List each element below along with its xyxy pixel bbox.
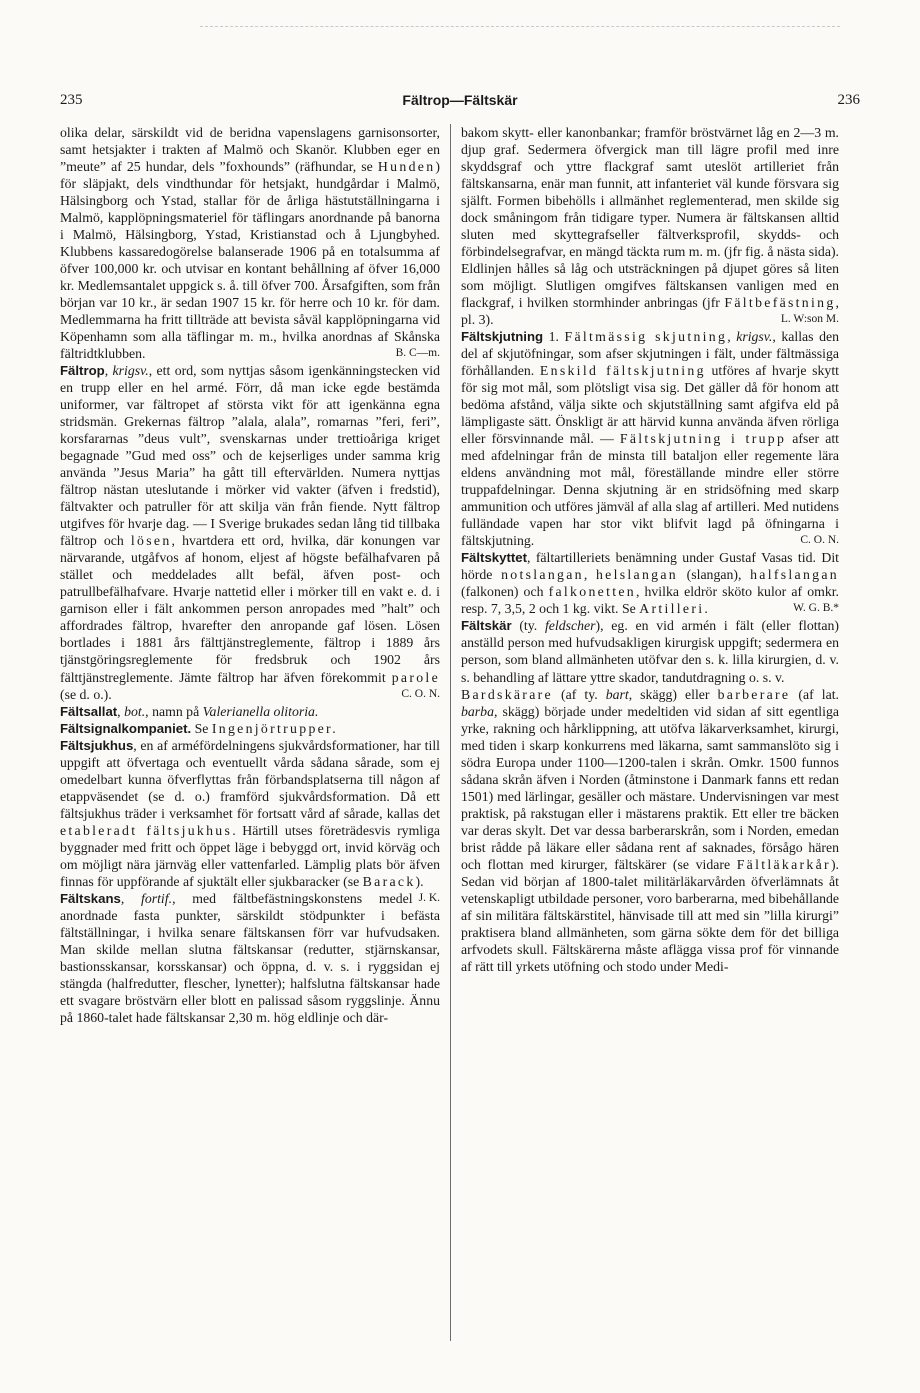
entry-faltskyttet — [461, 549, 839, 617]
headword: Fältskjutning — [461, 329, 544, 345]
scan-top-edge-line — [200, 26, 840, 28]
left-column — [60, 124, 440, 1026]
text-run: , skägg) eller — [628, 686, 718, 702]
text-run: , namn på — [145, 703, 203, 719]
page-number-left: 235 — [60, 92, 83, 108]
entry-faltskans-continued — [461, 124, 839, 328]
author-signature: C. O. N. — [401, 687, 440, 700]
running-head: Fältrop—Fältskär — [402, 92, 518, 108]
text-run: afser att med afdelningar från de minsta till bataljon eller regemente lära eldens användning mot mål, föreställande mindre eller större truppafdelningar. Denna skjutning är en stridsöfning med skarp ammunition och utföres jämväl af alla slag af artilleri. Med nutidens fulländade vapen har stor vikt blifvit lagd på öfningarna i fältskjutning. — [461, 431, 839, 549]
text-run: ). — [415, 873, 424, 889]
text-run: Se — [191, 720, 212, 736]
spaced-term: Ingenjörtrupper. — [211, 720, 338, 736]
text-run: . Härtill utses företrädesvis rymliga byggnader med fritt och öppet läge i bebyggd ort, invid körväg och om möjligt nära järnväg eller vattenfarled. Lämplig plats bör äfven finnas för uppförande af sjuktält eller sjukbaracker (se — [60, 822, 440, 889]
entry-faltridtklubben-continued — [60, 124, 440, 362]
italic-term: barba — [461, 703, 494, 719]
italic-term: krigsv. — [112, 363, 149, 379]
headword: Fältsjukhus — [60, 737, 134, 753]
spaced-term: Fältmässig skjutning — [564, 329, 728, 345]
page-number-right: 236 — [837, 92, 860, 108]
text-run: (af lat. — [790, 686, 840, 702]
spaced-term: Hunden — [377, 159, 436, 175]
entry-bardskarare — [461, 686, 839, 975]
spaced-term: Artilleri — [639, 601, 705, 617]
text-run: (ty. — [511, 618, 545, 634]
text-run: , fältartilleriets benämning under Gustaf Vasas tid. Dit hörde — [461, 550, 839, 583]
spaced-term: Fältbefästning — [724, 295, 836, 311]
spaced-term: Barack — [362, 873, 416, 889]
text-run: , pl. 3). — [461, 295, 839, 328]
text-run: utföres af hvarje skytt för sig mot mål, som plötsligt visa sig. Det gäller då för honom att bedöma afstånd, välja sikte och skjutställning samt afgifva eld på lämpligaste sätt. Önskligt är att härvid kunna använda äfven rörliga eller försvinnande mål. — — [461, 363, 839, 447]
text-run: , en af arméfördelningens sjukvårdsformationer, har till uppgift att öfvertaga och eventuellt vårda sådana sårade, som ej omedelbart kunna öfverflyttas från förbandsplatserna till någon af etappväsendet (se d. o.) framförd sjukvårdsformation. Då ett fältsjukhus träder i verksamhet för fortsatt vård af sårade, kallas det — [60, 737, 440, 821]
text-run: bakom skytt- eller kanonbankar; framför bröstvärnet låg en 2—3 m. djup graf. Sedermera öfvergick man till lägre profil med inre skyddsgraf och yttre flackgraf samt uteslöt artilleriet från fältskansarna, enär man funnit, att infanteriet väl kunde försvara sig själft. Formen bibehölls i allmänhet reglementerad, men skilde sig dock småningom från tidigare typer. Numera är fältskansen alltid sluten med skyttegrafseller fältverksprofil, skydds- och förbindelsegrafvar, en mängd täckta rum m. m. (jfr fig. å nästa sida). Eldlinjen hålles så låg och utsträckningen på djupet göres så liten som möjligt. Slutligen omgifves fältskansen vanligen med en flackgraf, i hvilken stormhinder anbringas (jfr — [461, 125, 839, 311]
entry-faltskar — [461, 617, 839, 685]
text-run: 1. — [543, 329, 565, 345]
spaced-term: Enskild fältskjutning — [539, 363, 706, 379]
text-run: (se d. o.). — [60, 686, 112, 702]
entry-faltsignalkompaniet — [60, 720, 440, 737]
text-run: , — [120, 890, 141, 906]
italic-term: bot. — [124, 703, 146, 719]
author-signature: J. K. — [418, 891, 440, 904]
text-run: (slangan), — [677, 567, 751, 583]
headword: Fältrop — [60, 363, 105, 379]
italic-term: bart — [605, 686, 629, 702]
text-run: , kallas den del af skjutöfningar, som afser skjutningen i fält, under fältmässiga förhållanden. — [461, 329, 839, 379]
entry-faltsallat — [60, 703, 440, 720]
spaced-term: barberare — [717, 686, 791, 702]
text-run: ). Sedan vid början af 1800-talet militärläkarvården öfverlämnats åt vetenskapligt utbildade personer, voro barberarna, med bibehållande af sin militära fältskärstitel, hänvisade till att med sin ”lilla kirurgi” praktisera bland allmänheten, som gärna sökte dem för det billiga arfvodets skull. Fältskärerna måste aflägga vissa prof för vinnande af rätt till yrkets utöfning och stodo under Medi- — [461, 856, 839, 974]
spaced-term: lösen — [130, 533, 172, 549]
text-run: olika delar, särskildt vid de beridna vapenslagens garnisonsorter, samt hetsjakter i trakten af Malmö och Skanör. Klubben eger en ”meute” af 25 hundar, dels ”foxhounds” (räfhundar, se — [60, 125, 440, 175]
text-run: , — [117, 703, 125, 719]
spaced-term: Bardskärare — [461, 686, 553, 702]
entry-faltrop — [60, 362, 440, 702]
spaced-term: falkonetten — [548, 584, 636, 600]
spaced-term: Fältskjutning i trupp — [619, 431, 787, 447]
italic-term: feldscher — [544, 618, 596, 634]
entry-faltskans — [60, 890, 440, 1026]
text-run: (falkonen) och — [461, 584, 549, 600]
italic-term: krigsv. — [736, 329, 773, 345]
spaced-term: notslangan — [501, 567, 584, 583]
text-run: ) för släpjakt, dels vindthundar för hetsjakt, hundgårdar i Malmö, Hälsingborg och Ystad, stallar för de årliga hästutställningarna i Malmö, kapplöpningsmateriel för täflingars anordnande på banorna i Malmö, Hälsingborg, Ystad, Kristianstad och å Ljungbyhed. Klubbens kassaredogörelse balanserade 1906 på en totalsumma af öfver 100,000 kr. och utvisar en kontant behållning af öfver 16,000 kr. Medlemsantalet uppgick s. å. till öfver 700. Årsafgiften, som från början var 10 kr., är sedan 1907 15 kr. för herre och 10 kr. för dam. Medlemmarna ha fritt tillträde att bevista såväl kapplöpningarna vid Köpenhamn som alla täflingar m. m., hvilka anordnas af Skånska fältridtklubben. — [60, 159, 440, 362]
entry-faltskjutning — [461, 328, 839, 549]
headword: Fältskär — [461, 618, 512, 634]
text-run: . — [704, 601, 708, 617]
text-run: , — [104, 363, 113, 379]
text-run: , skägg) började under medeltiden vid sidan af sitt egentliga yrke, rakning och hårklippning, att utöfva läkarverksamhet, kirurgi, med tiden i skarp konkurrens med läkarna, samt sammanslöto sig i södra Europa under 1100—1200-talen i skrån. Omkr. 1500 funnos sådana skrån äfven i Norden (åtminstone i Danmark fanns ett redan 1501) med lärlingar, gesäller och mästare. Undervisningen var mest praktisk, på rakstugan eller i mästarens praktik. Ett eller tre bäcken var deras skylt. Det var dessa barberarskrån, som i Norden, emedan brist rådde på läkare eller sådana rent af saknades, försågo hären och flottan med kirurger, fältskärer (se vidare — [461, 703, 839, 872]
spaced-term: helslangan — [595, 567, 678, 583]
text-run: , — [727, 329, 737, 345]
author-signature: C. O. N. — [800, 534, 839, 547]
spaced-term: etableradt fältsjukhus — [60, 822, 233, 838]
author-signature: W. G. B.* — [793, 602, 839, 615]
right-column — [461, 124, 839, 975]
spaced-term: parole — [391, 669, 440, 685]
text-run: ), eg. en vid armén i fält (eller flottan) anställd person med hufvudsakligen kirurgisk uppgift; sedermera en person, som bland allmänheten utöfvar den s. k. lilla kirurgien, d. v. s. behandling af lättare yttre skador, tandutdragning o. s. v. — [461, 618, 839, 685]
author-signature: L. W:son M. — [780, 313, 839, 326]
text-run: , hvilka eldrör sköto kulor af omkr. resp. 7, 3,5, 2 och 1 kg. vikt. Se — [461, 584, 840, 617]
headword: Fältsignalkompaniet. — [60, 720, 192, 736]
text-run: , — [583, 567, 596, 583]
spaced-term: Fältläkarkår — [736, 856, 831, 872]
text-run: , hvartdera ett ord, hvilka, där konungen var närvarande, utgåfvos af honom, eljest af högste befälhafvaren på stället och meddelades allt befäl, äfven post- och patrullbefälhafvare. Hvarje nattetid eller i mörker till en vakt e. d. i garnison eller i fält ankommen person anropades med ”halt” och affordrades fältrop, hvarefter den anropande gaf lösen. Lösen bortlades i 1881 års fälttjänstreglemente, fältrop i 1889 års tjänstgöringsreglemente för fredsbruk och 1902 års fälttjänstreglemente. Jämte fältrop har äfven förekommit — [60, 533, 440, 685]
column-divider — [450, 124, 451, 1341]
headword: Fältskans — [60, 890, 121, 906]
italic-term: fortif. — [141, 890, 173, 906]
headword: Fältskyttet — [461, 550, 527, 566]
italic-term: Valerianella olitoria. — [202, 703, 319, 719]
headword: Fältsallat — [60, 703, 118, 719]
spaced-term: halfslangan — [750, 567, 839, 583]
page-header — [60, 92, 860, 112]
text-run: (af ty. — [552, 686, 606, 702]
text-run: , med fältbefästningskonstens medel anordnade fasta punkter, särskildt stödpunkter i befästa fältställningar, i hvilka senare fältskansen förr var hufvudsaken. Man skilde mellan slutna fältskansar (redutter, stjärnskansar, bastionsskansar, korsskansar) och öppna, d. v. s. i ryggsidan ej stängda (halfredutter, flescher, lynetter); halfslutna fältskansar hade ett svagare bröstvärn eller blott en palissad såsom ryggslinje. Ännu på 1860-talet hade fältskansar 2,30 m. hög eldlinje och där- — [60, 890, 440, 1025]
author-signature: B. C—m. — [395, 347, 440, 360]
text-run: , ett ord, som nyttjas såsom igenkänningstecken vid en trupp eller en hel armé. Förr, då man icke egde bestämda uniformer, var fältropet af största vikt för att igenkänna egna stridsmän. Grekernas fältrop ”alala, alala”, romarnas ”feri, feri”, korsfararnas ”deus vult”, svenskarnas under trettioåriga kriget begagnade ”Gud med oss” och de kejserliges under samma krig använda ”Jesus Maria” ha gått till eftervärlden. Numera nyttjas fältrop nästan uteslutande i mörker vid vakter (äfven i fredstid), fältvakter och patruller för att skilja vän från fiende. Nytt fältrop utgifves för hvarje dag. — I Sverige brukades sedan lång tid tillbaka fältrop och — [60, 363, 440, 549]
